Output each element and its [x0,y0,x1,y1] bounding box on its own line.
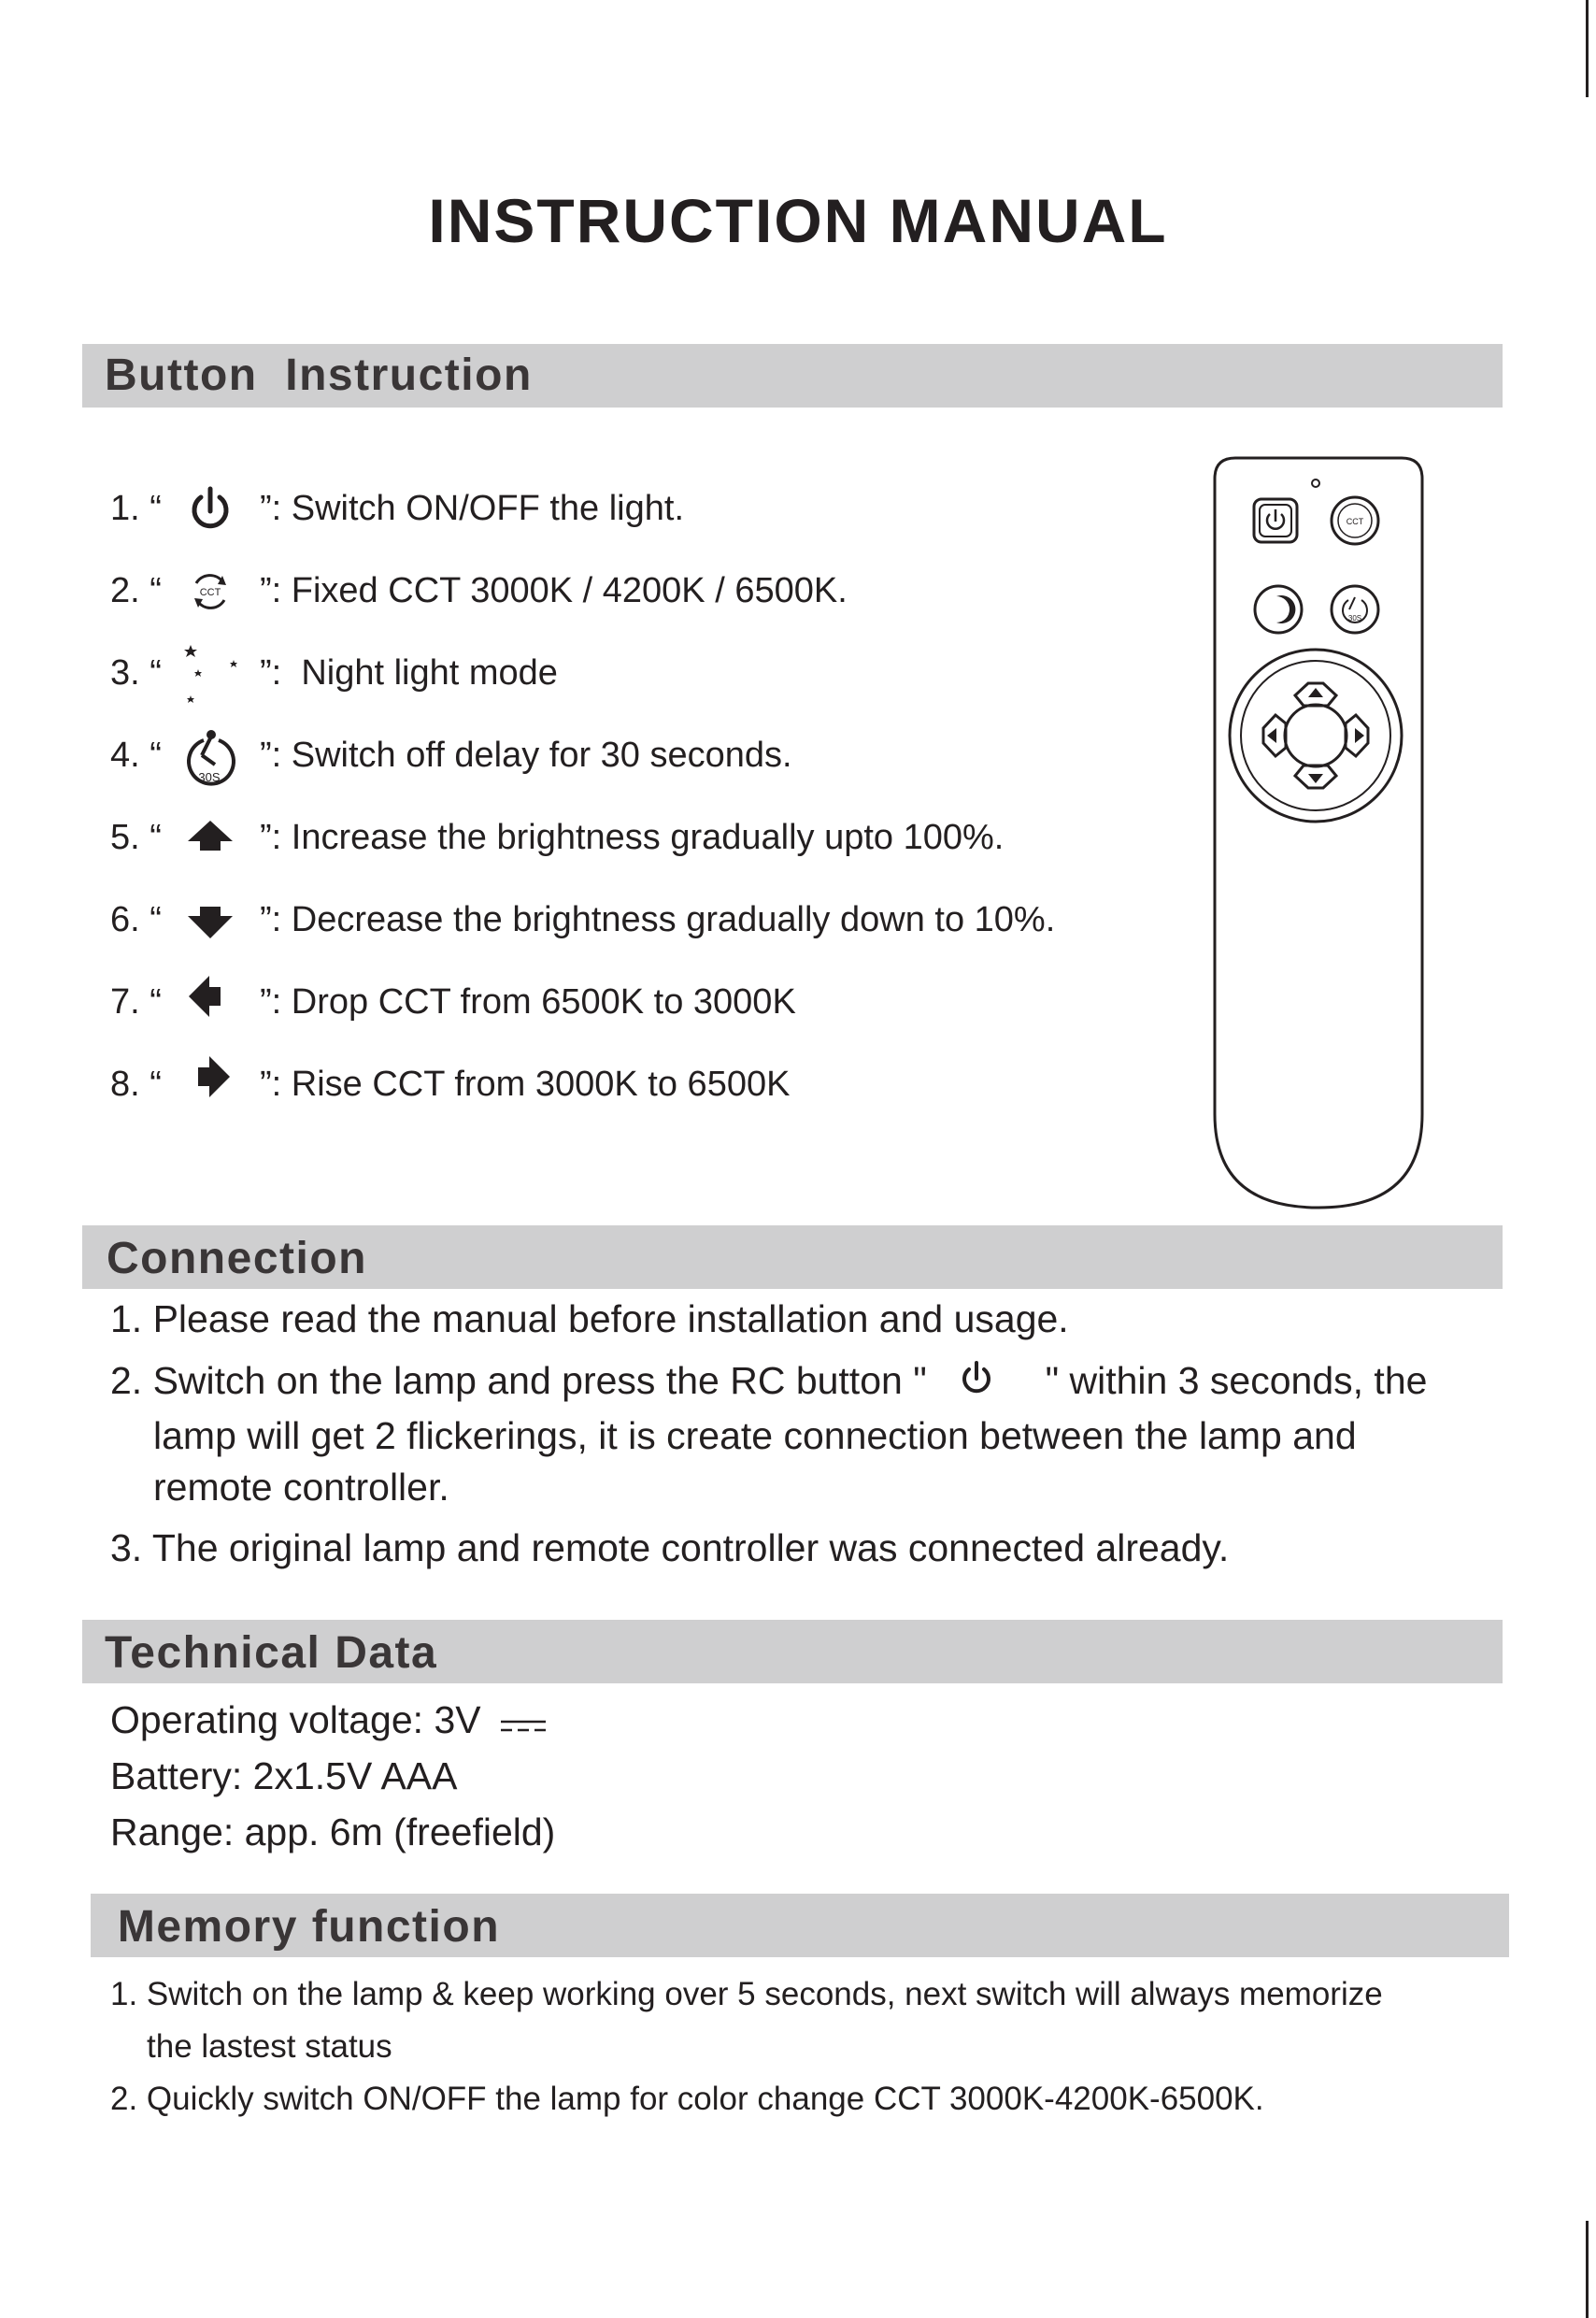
remote-cct-label: CCT [1346,517,1364,526]
timer-30s-icon [178,723,243,789]
memory-item-2: 2. Quickly switch ON/OFF the lamp for color change CCT 3000K-4200K-6500K. [110,2081,1264,2117]
item-number: 5. “ [110,818,162,857]
item-number: 6. “ [110,900,162,939]
remote-center-button [1285,705,1347,766]
section-band-technical [82,1620,1503,1683]
crop-mark-bottom [1586,2221,1589,2318]
memory-item-1: 1. Switch on the lamp & keep working over 5 seconds, next switch will always memorize [110,1976,1383,2012]
section-heading-technical: Technical Data [105,1628,438,1678]
timer-icon-label: 30S [198,770,221,784]
remote-direction-pad [1230,650,1402,822]
list-item [110,1052,1185,1118]
list-item [110,723,1185,789]
item-description: ”: Rise CCT from 3000K to 6500K [260,1065,791,1104]
crop-mark-top [1586,0,1589,97]
connection-item-2-line-3: remote controller. [153,1466,449,1509]
tech-range: Range: app. 6m (freefield) [110,1810,556,1853]
connection-item-2-line-2: lamp will get 2 flickerings, it is create connection between the lamp and [153,1414,1357,1457]
list-item [110,559,1185,624]
item-number: 2. “ [110,571,162,610]
section-heading-memory: Memory function [104,1902,501,1952]
section-band-buttons [82,344,1503,408]
tech-voltage [110,1696,546,1746]
page-title: INSTRUCTION MANUAL [428,186,1168,255]
section-band-connection [82,1225,1503,1289]
arrow-down-icon [178,888,243,953]
item-description: ”: Switch ON/OFF the light. [260,489,684,528]
item-number: 3. “ [110,653,162,693]
remote-down-arrow [1308,774,1323,783]
item-description: ”: Drop CCT from 6500K to 3000K [260,982,796,1022]
remote-timer-label: 30S [1347,614,1362,622]
section-band-memory [91,1894,1509,1957]
section-heading-connection: Connection [107,1234,367,1283]
remote-led-indicator [1312,479,1319,487]
item-description: ”: Decrease the brightness gradually down to 10%. [260,900,1056,939]
arrow-right-icon [178,1052,243,1118]
list-item [110,888,1185,953]
remote-power-button [1254,499,1297,542]
item-description: ”: Night light mode [260,653,558,693]
section-heading-buttons: Button Instruction [105,351,533,400]
list-item [110,477,1185,542]
list-item [110,970,1185,1036]
tech-voltage-text: Operating voltage: 3V [110,1698,481,1741]
cct-cycle-icon [178,559,243,624]
remote-control-illustration [1204,451,1433,1223]
arrow-left-icon [178,970,243,1036]
item-description: ”: Increase the brightness gradually upto 100%. [260,818,1005,857]
connection-item-3: 3. The original lamp and remote controller was connected already. [110,1526,1230,1569]
power-icon [956,1358,997,1409]
remote-right-arrow [1355,728,1364,743]
dc-symbol-icon [501,1699,546,1746]
item-description: ”: Switch off delay for 30 seconds. [260,736,792,775]
item-number: 8. “ [110,1065,162,1104]
remote-left-arrow [1267,728,1276,743]
power-icon [178,477,243,542]
tech-battery: Battery: 2x1.5V AAA [110,1754,458,1797]
item-number: 1. “ [110,489,162,528]
connection-item-2-text-a: 2. Switch on the lamp and press the RC button " [110,1359,927,1402]
cct-icon-label: CCT [199,587,221,598]
connection-item-2 [110,1357,1427,1409]
item-description: ”: Fixed CCT 3000K / 4200K / 6500K. [260,571,848,610]
list-item [110,806,1185,871]
connection-item-2-text-b: " within 3 seconds, the [1045,1359,1428,1402]
remote-body [1215,458,1422,1208]
connection-item-1: 1. Please read the manual before installation and usage. [110,1297,1069,1340]
night-moon-icon [178,641,243,707]
remote-up-arrow [1308,688,1323,697]
remote-timer-button [1332,586,1378,633]
item-number: 7. “ [110,982,162,1022]
item-number: 4. “ [110,736,162,775]
list-item [110,641,1185,707]
memory-item-1-line-2: the lastest status [147,2028,392,2065]
remote-night-button [1255,586,1302,633]
arrow-up-icon [178,806,243,871]
remote-cct-button [1332,497,1378,544]
